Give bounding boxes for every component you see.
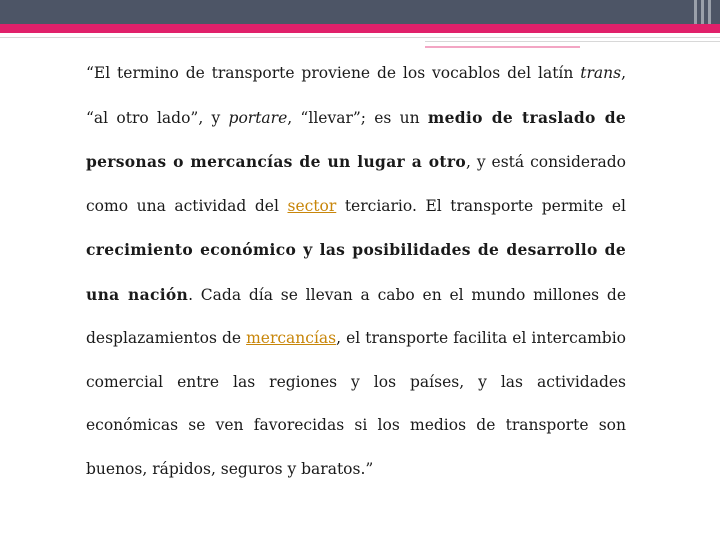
mercancias-link[interactable]: mercancías [246, 329, 337, 347]
text-run: , “llevar”; es un [287, 108, 428, 127]
text-run: . Cada día se llevan a cabo en el mundo millones de desplazamientos de [86, 285, 626, 347]
text-run: “El termino de transporte proviene de los vocablos del latín [86, 64, 581, 82]
text-run: , y está considerado como una actividad del [86, 153, 627, 215]
header-band-divider [694, 0, 697, 24]
accent-bar [0, 24, 720, 33]
header-band-divider [701, 0, 704, 24]
italic-term: trans [580, 64, 622, 82]
sector-link[interactable]: sector [287, 196, 337, 215]
decorative-line [425, 41, 720, 42]
text-run: , “al otro lado”, y [86, 64, 626, 127]
bold-phrase: crecimiento económico y las posibilidades de desarrollo de una nación [86, 240, 626, 304]
text-run: terciario. El transporte permite el [336, 196, 626, 215]
header-band [0, 0, 720, 24]
italic-term: portare [228, 108, 288, 127]
header-band-divider [708, 0, 711, 24]
text-run: , el transporte facilita el intercambio comercial entre las regiones y los países, y las actividades económicas se ven favorecidas si los medios de transporte son buenos, rápidos, seguros y baratos.” [86, 329, 626, 478]
decorative-line [0, 37, 720, 38]
decorative-line-accent [425, 46, 580, 48]
quote-paragraph [86, 52, 626, 491]
bold-phrase: medio de traslado de personas o mercancías de un lugar a otro [86, 107, 626, 171]
